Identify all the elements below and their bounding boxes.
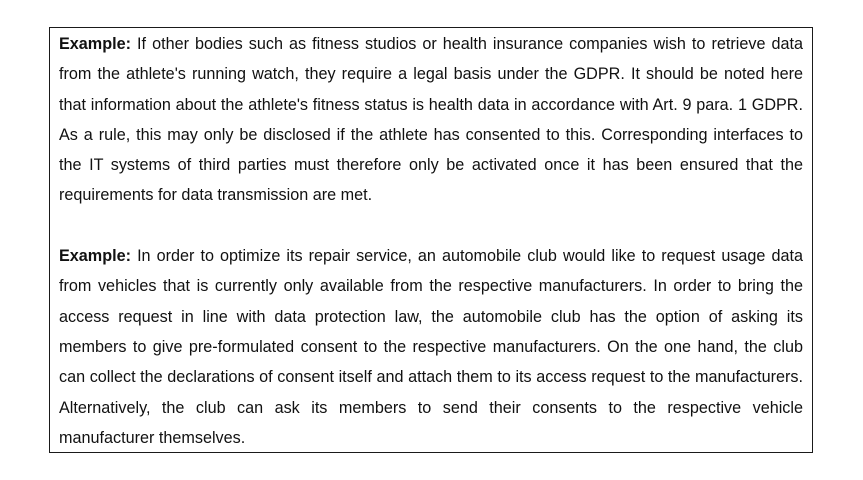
example-paragraph-automobile	[59, 241, 803, 453]
example-label: Example:	[59, 35, 131, 53]
example-text: If other bodies such as fitness studios or health insurance companies wish to retrieve data from the athlete's running watch, they require a legal basis under the GDPR. It should be noted here that information about the athlete's fitness status is health data in accordance with Art. 9 para. 1 GDPR. As a rule, this may only be disclosed if the athlete has consented to this. Corresponding interfaces to the IT systems of third parties must therefore only be activated once it has been ensured that the requirements for data transmission are met.	[59, 35, 803, 205]
example-box	[49, 27, 813, 453]
example-paragraph-fitness	[59, 29, 803, 211]
example-label: Example:	[59, 247, 131, 266]
example-text: In order to optimize its repair service, an automobile club would like to request usage data from vehicles that is currently only available from the respective manufacturers. In order to bring the access request in line with data protection law, the automobile club has the option of asking its members to give pre-formulated consent to the respective manufacturers. On the one hand, the club can collect the declarations of consent itself and attach them to its access request to the manufacturers. Alternatively, the club can ask its members to send their consents to the respective vehicle manufacturer themselves.	[59, 247, 804, 447]
